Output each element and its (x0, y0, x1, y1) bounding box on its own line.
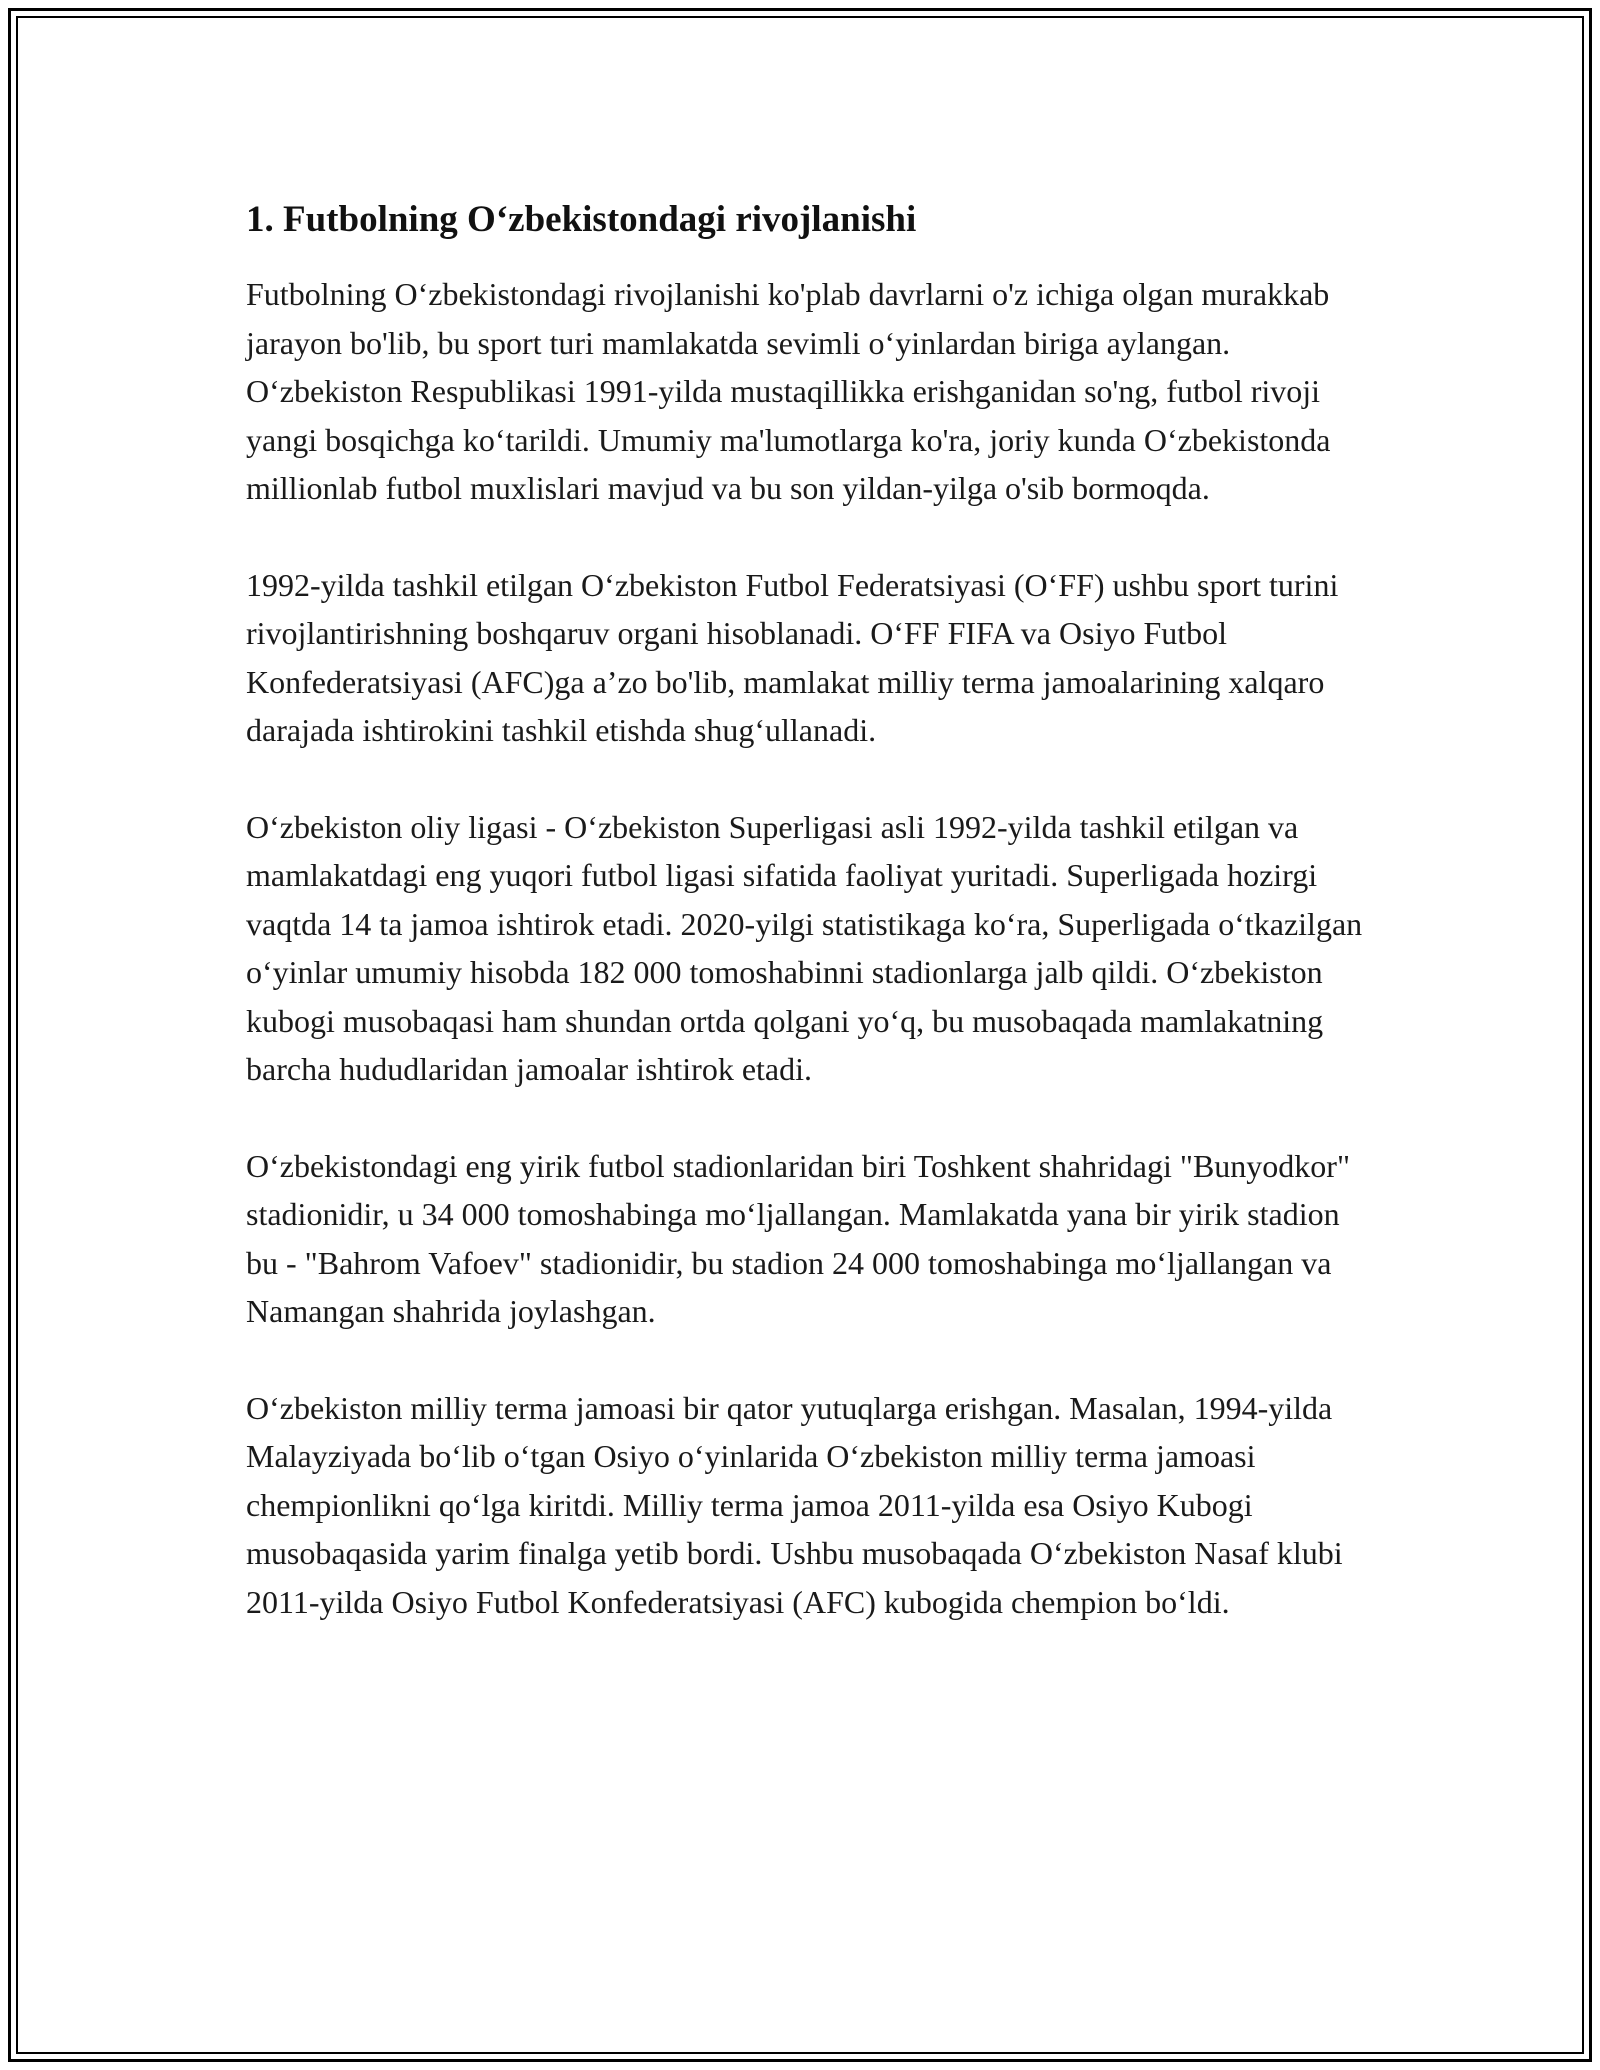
paragraph-3: O‘zbekiston oliy ligasi - O‘zbekiston Superligasi asli 1992-yilda tashkil etilgan va mamlakatdagi eng yuqori futbol ligasi sifatida faoliyat yuritadi. Superligada hozirgi vaqtda 14 ta jamoa ishtirok etadi. 2020-yilgi statistikaga ko‘ra, Superligada o‘tkazilgan o‘yinlar umumiy hisobda 182 000 tomoshabinni stadionlarga jalb qildi. O‘zbekiston kubogi musobaqasi ham shundan ortda qolgani yo‘q, bu musobaqada mamlakatning barcha hududlaridan jamoalar ishtirok etadi. (246, 808, 1363, 1088)
paragraph-5: O‘zbekiston milliy terma jamoasi bir qator yutuqlarga erishgan. Masalan, 1994-yilda Malayziyada bo‘lib o‘tgan Osiyo o‘yinlarida O‘zbekiston milliy terma jamoasi chempionlikni qo‘lga kiritdi. Milliy terma jamoa 2011-yilda esa Osiyo Kubogi musobaqasida yarim finalga yetib bordi. Ushbu musobaqada O‘zbekiston Nasaf klubi 2011-yilda Osiyo Futbol Konfederatsiyasi (AFC) kubogida chempion bo‘ldi. (246, 1389, 1343, 1620)
paragraph-1: Futbolning O‘zbekistondagi rivojlanishi ko'plab davrlarni o'z ichiga olgan murakkab jarayon bo'lib, bu sport turi mamlakatda sevimli o‘yinlardan biriga aylangan. O‘zbekiston Respublikasi 1991-yilda mustaqillikka erishganidan so'ng, futbol rivoji yangi bosqichga ko‘tarildi. Umumiy ma'lumotlarga ko'ra, joriy kunda O‘zbekistonda millionlab futbol muxlislari mavjud va bu son yildan-yilga o'sib bormoqda. (246, 276, 1331, 507)
document-title: 1. Futbolning O‘zbekistondagi rivojlanishi (246, 199, 917, 240)
paragraph-4: O‘zbekistondagi eng yirik futbol stadionlaridan biri Toshkent shahridagi "Bunyodkor" stadionidir, u 34 000 tomoshabinga mo‘ljallangan. Mamlakatda yana bir yirik stadion bu - "Bahrom Vafoev" stadionidir, bu stadion 24 000 tomoshabinga mo‘ljallangan va Namangan shahrida joylashgan. (246, 1147, 1350, 1330)
page-frame (8, 8, 1592, 2062)
paragraph-2: 1992-yilda tashkil etilgan O‘zbekiston Futbol Federatsiyasi (O‘FF) ushbu sport turini rivojlantirishning boshqaruv organi hisoblanadi. O‘FF FIFA va Osiyo Futbol Konfederatsiyasi (AFC)ga a’zo bo'lib, mamlakat milliy terma jamoalarining xalqaro darajada ishtirokini tashkil etishda shug‘ullanadi. (246, 566, 1339, 749)
document-body (246, 196, 1376, 1674)
